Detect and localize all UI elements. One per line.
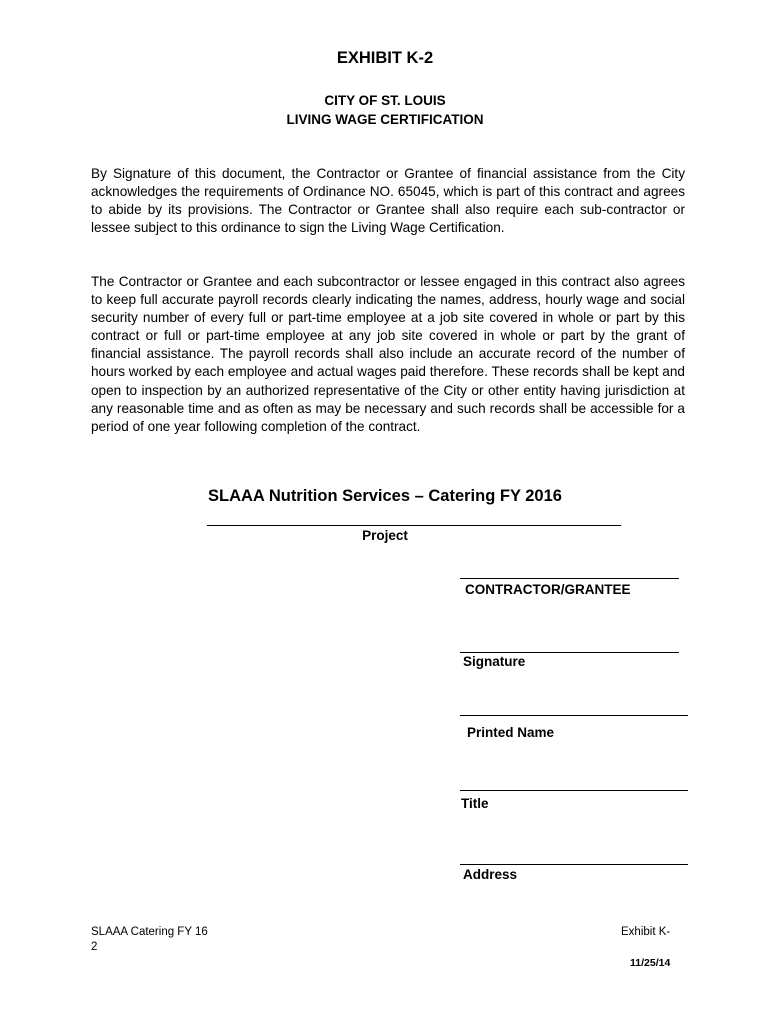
printed-name-label: Printed Name [467, 725, 555, 740]
payroll-records-paragraph: The Contractor or Grantee and each subcontractor or lessee engaged in this contract also agrees to keep full accurate payroll records clearly indicating the names, address, hourly wage and social security number of every full or part-time employee at a job site covered in whole or part by this contract or full or part-time employee at any job site covered in whole or part by the grant of financial assistance. The payroll records shall also include an accurate record of the number of hours worked by each employee and actual wages paid therefore. These records shall be kept and open to inspection by an authorized representative of the City or other entity having jurisdiction at any reasonable time and as often as may be necessary and such records shall be accessible for a period of one year following completion of the contract. [91, 274, 685, 434]
contractor-label: CONTRACTOR/GRANTEE [465, 582, 631, 597]
footer-page-number: 2 [91, 941, 98, 953]
project-label: Project [362, 528, 408, 543]
city-name: CITY OF ST. LOUIS [324, 93, 446, 108]
footer-date: 11/25/14 [630, 957, 671, 969]
title-label: Title [461, 796, 489, 811]
exhibit-title: EXHIBIT K-2 [336, 49, 434, 67]
title-line [460, 790, 688, 791]
project-line [207, 525, 621, 526]
footer-left [91, 925, 208, 955]
certification-title: LIVING WAGE CERTIFICATION [286, 112, 484, 127]
contractor-line [460, 578, 679, 579]
printed-name-line [460, 715, 688, 716]
project-name: SLAAA Nutrition Services – Catering FY 2016 [208, 487, 562, 505]
acknowledgement-paragraph: By Signature of this document, the Contractor or Grantee of financial assistance from the City acknowledges the requirements of Ordinance NO. 65045, which is part of this contract and agrees to abide by its provisions. The Contractor or Grantee shall also require each sub-contractor or lessee subject to this ordinance to sign the Living Wage Certification. [91, 166, 685, 236]
signature-label: Signature [463, 654, 526, 669]
address-label: Address [463, 867, 518, 882]
address-line [460, 864, 688, 865]
footer-exhibit-label: Exhibit K- [621, 926, 671, 938]
signature-line [460, 652, 679, 653]
footer-document-name: SLAAA Catering FY 16 [91, 926, 208, 938]
